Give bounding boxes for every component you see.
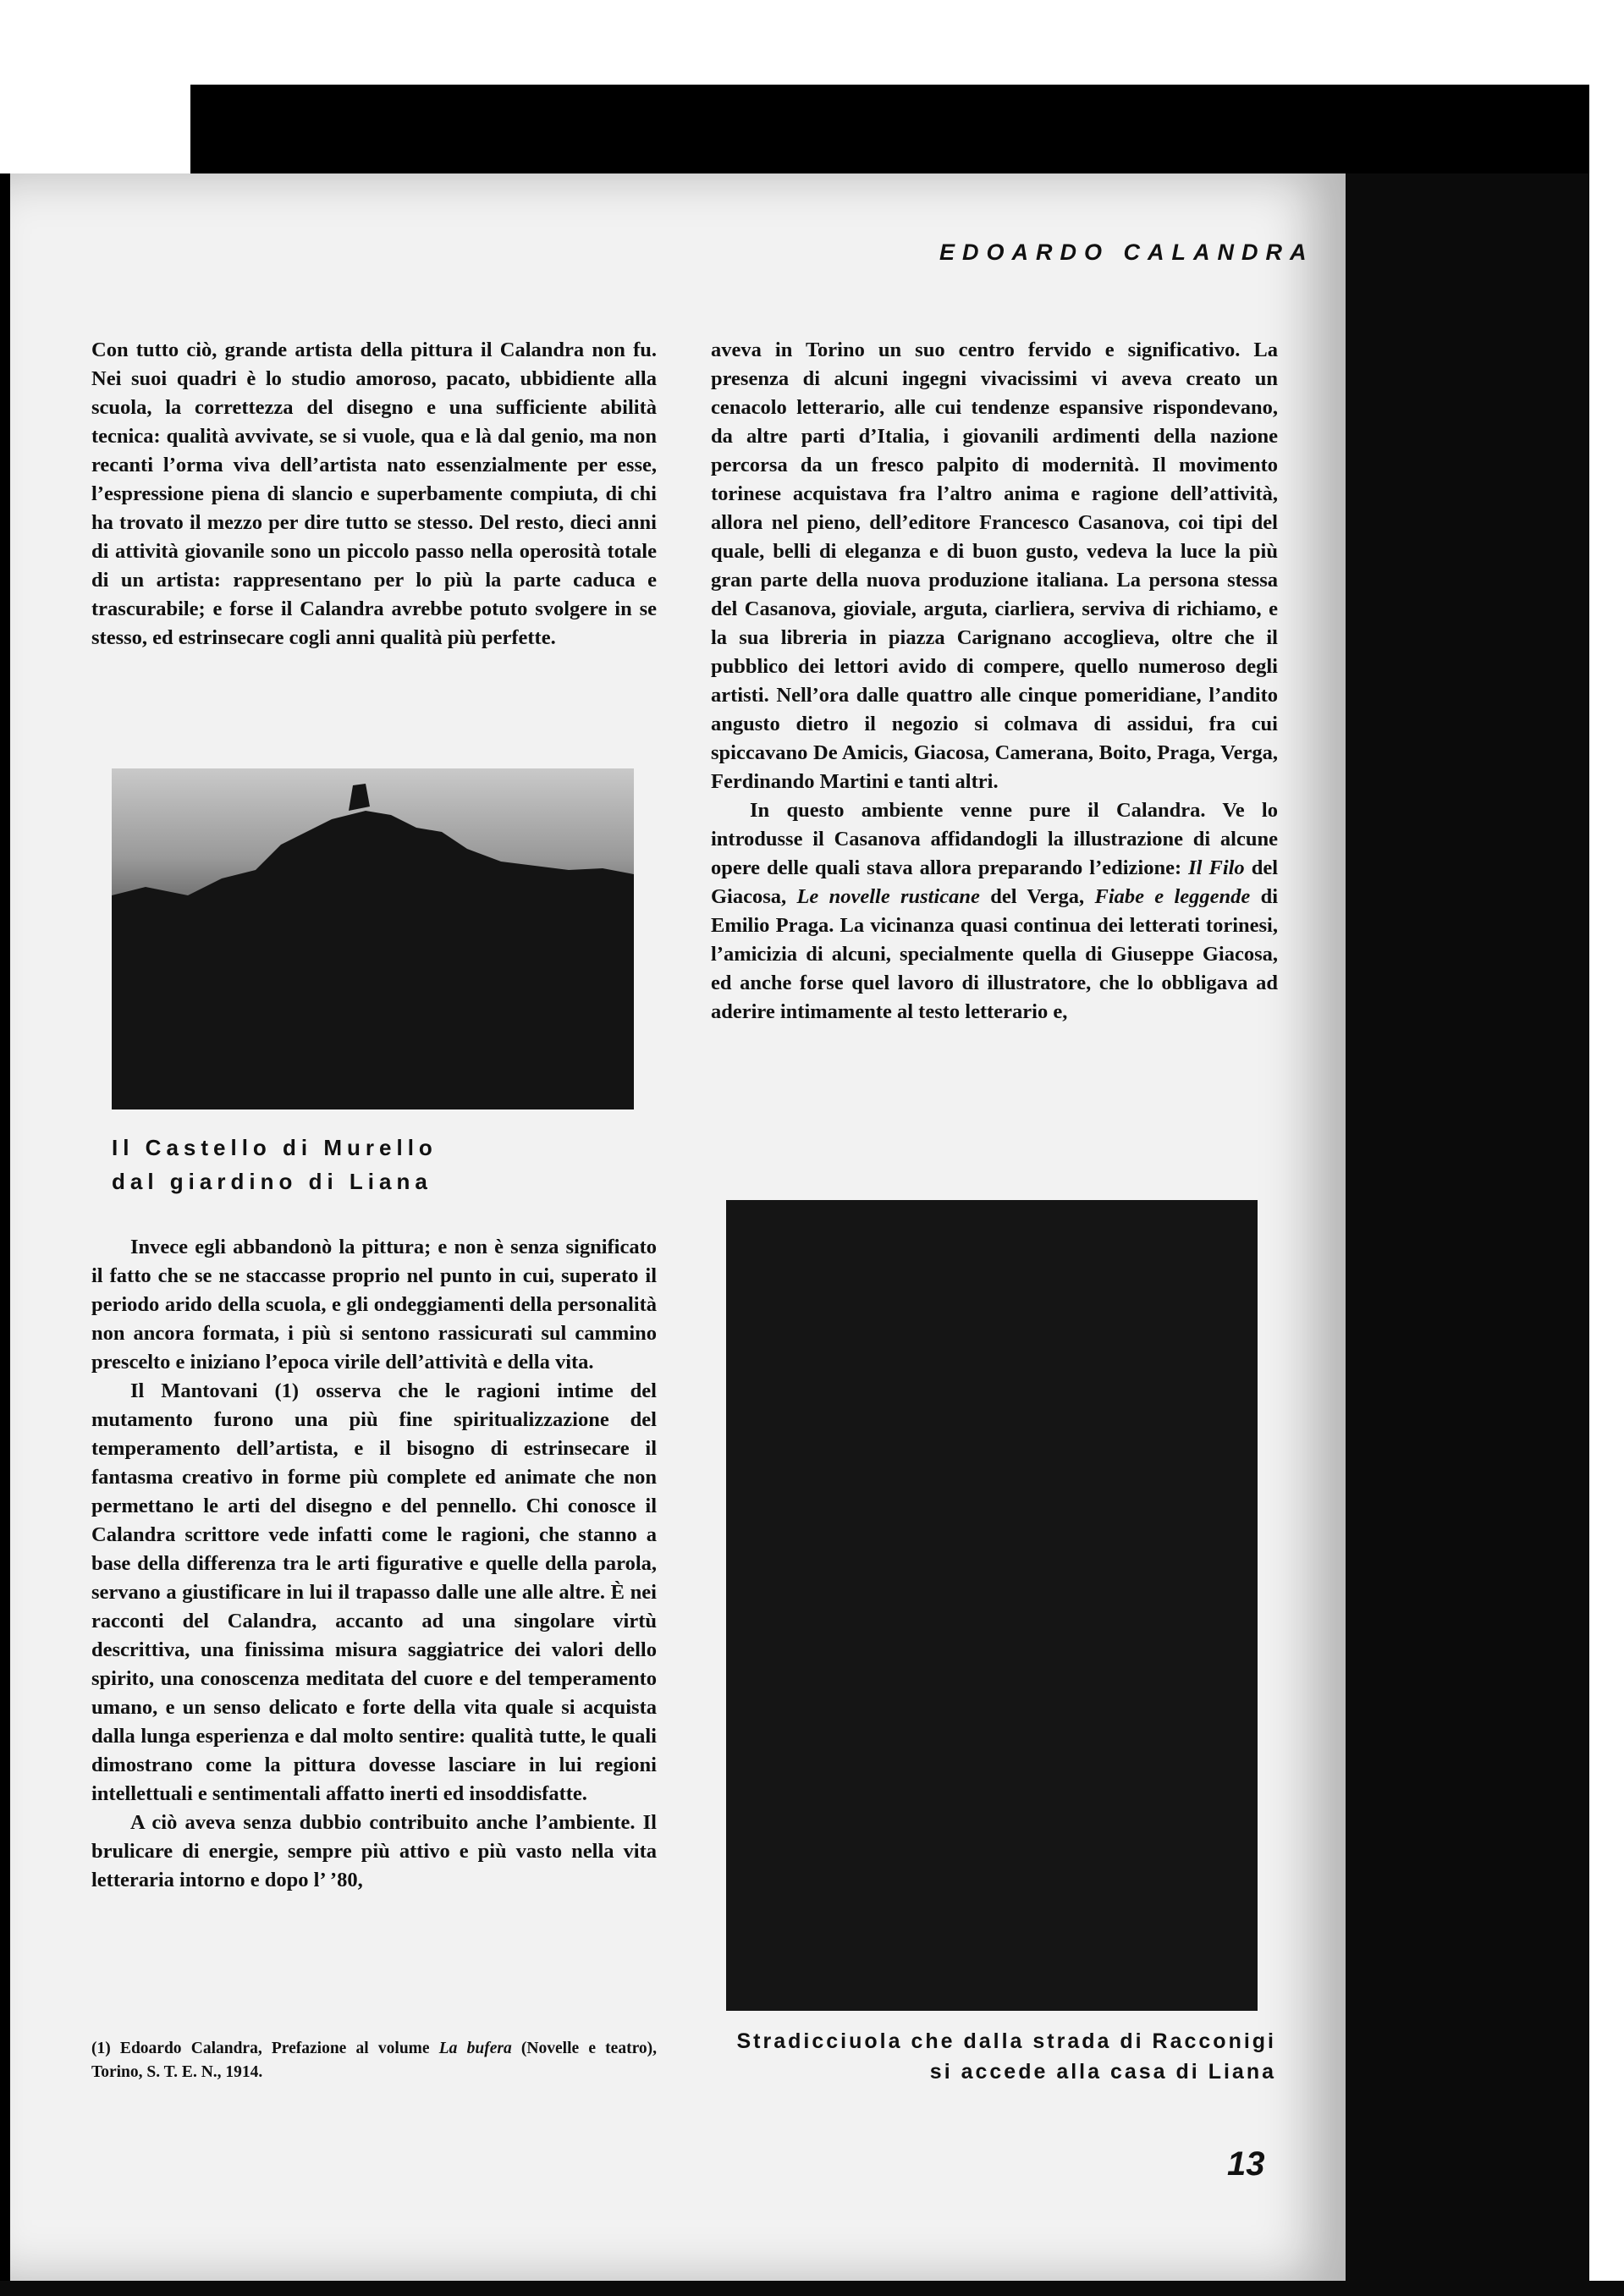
text-run: di Emilio Praga. La vicinanza quasi continua dei letterati torinesi, l’amicizia di alcuni, specialmente quella di Giuseppe Giacosa, ed anche forse quel lavoro di illustratore, che lo obbligava ad aderire intimamente al testo letterario e, [711,885,1279,1023]
left-column-bottom [91,1233,657,1895]
paragraph: Con tutto ciò, grande artista della pittura il Calandra non fu. Nei suoi quadri è lo studio amoroso, pacato, ubbidiente alla scuola, la correttezza del disegno e una sufficiente abilità tecnica: qualità avvivate, se si vuole, qua e là dal genio, ma non recanti l’orma viva dell’artista nato essenzialmente per esse, l’espressione piena di slancio e superbamente compiuta, di chi ha trovato il mezzo per dire tutto se stesso. Del resto, dieci anni di attività giovanile sono un piccolo passo nella operosità totale di un artista: rappresentano per lo più la parte caduca e trascurabile; e forse il Calandra avrebbe potuto svolgere in se stesso, ed estrinsecare cogli anni qualità più perfette. [91,339,657,649]
text-run: del Giacosa, [711,856,1278,908]
paragraph: Invece egli abbandonò la pittura; e non è senza significato il fatto che se ne staccasse proprio nel punto in cui, superato il periodo arido della scuola, e gli ondeggiamenti della personalità non ancora formata, i più si sentono rassicurati sul cammino prescelto e iniziano l’epoca virile dell’attività e della vita. [91,1236,657,1374]
caption-line: si accede alla casa di Liana [929,2060,1276,2084]
page-shadow-bottom [0,2281,1624,2296]
text-run: del Verga, [979,885,1095,908]
castle-caption [112,1131,438,1198]
paragraph: aveva in Torino un suo centro fervido e significativo. La presenza di alcuni ingegni vivacissimi vi aveva creato un cenacolo letterario, alle cui tendenze espansive rispondevano, da altre parti d’Italia, i giovanili ardimenti della nazione percorsa da un fresco palpito di modernità. Il movimento torinese acquistava fra l’altro anima e ragione dell’attività, allora nel pieno, dell’editore Francesco Casanova, coi tipi del quale, belli di eleganza e di buon gusto, vedeva la luce la più gran parte della nuova produzione italiana. La persona stessa del Casanova, gioviale, arguta, ciarliera, serviva di richiamo, e la sua libreria in piazza Carignano accoglieva, oltre che il pubblico dei lettori avido di compere, quello numeroso degli artisti. Nell’ora dalle quattro alle cinque pomeridiane, l’andito angusto dietro il negozio si colmava di assidui, fra cui spiccavano De Amicis, Giacosa, Camerana, Boito, Praga, Verga, Ferdinando Martini e tanti altri. [711,339,1278,793]
left-column-top [91,336,657,652]
running-head: EDOARDO CALANDRA [939,240,1314,265]
work-title: Fiabe e leggende [1094,885,1251,908]
paragraph: A ciò aveva senza dubbio contribuito anche l’ambiente. Il brulicare di energie, sempre più attivo e più vasto nella vita letteraria intorno e dopo l’ ’80, [91,1811,657,1891]
footnote-text: (Novelle e teatro), Torino, S. T. E. N., 1914. [91,2040,657,2081]
right-column-top [711,336,1278,1027]
footnote [91,2037,657,2084]
path-caption [701,2026,1276,2087]
paragraph: Il Mantovani (1) osserva che le ragioni intime del mutamento furono una più fine spiritualizzazione del temperamento dell’artista, e il bisogno di estrinsecare il fantasma creativo in forme più complete ed animate che non permettano le arti del disegno e del pennello. Chi conosce il Calandra scrittore vede infatti come le ragioni, che stanno a base della differenza tra le arti figurative e quelle della parola, servano a giustificare in lui il trapasso dalle une alle altre. È nei racconti del Calandra, accanto ad una singolare virtù descrittiva, una finissima misura saggiatrice dei valori dello spirito, una conoscenza meditata del cuore e del temperamento umano, e un senso delicato e forte della vita quale si acquista dalla lunga esperienza e dal molto sentire: qualità tutte, le quali dimostrano come la pittura dovesse lasciare in lui regioni intellettuali e sentimentali affatto inerti ed insoddisfatte. [91,1379,657,1805]
footnote-text: (1) Edoardo Calandra, Prefazione al volume [91,2040,439,2057]
caption-line: dal giardino di Liana [112,1169,432,1194]
castle-silhouette [112,768,634,1109]
caption-line: Il Castello di Murello [112,1135,438,1160]
paragraph [711,796,1278,1027]
caption-line: Stradicciuola che dalla strada di Racconigi [736,2029,1276,2053]
scan-margin-right [1589,0,1624,2296]
footnote-title: La bufera [438,2040,512,2057]
castle-photo [112,768,634,1109]
page-number: 13 [1227,2145,1265,2183]
work-title: Il Filo [1188,856,1245,879]
text-run: In questo ambiente venne pure il Calandra. Ve lo introdusse il Casanova affidandogli la illustrazione di alcune opere delle quali stava allora preparando l’edizione: [711,799,1278,879]
page-shadow-edge [1346,173,1589,2296]
scan-margin-top [0,0,1624,85]
work-title: Le novelle rusticane [796,885,980,908]
path-photo [726,1200,1258,2011]
scan-margin-notch [0,85,190,173]
